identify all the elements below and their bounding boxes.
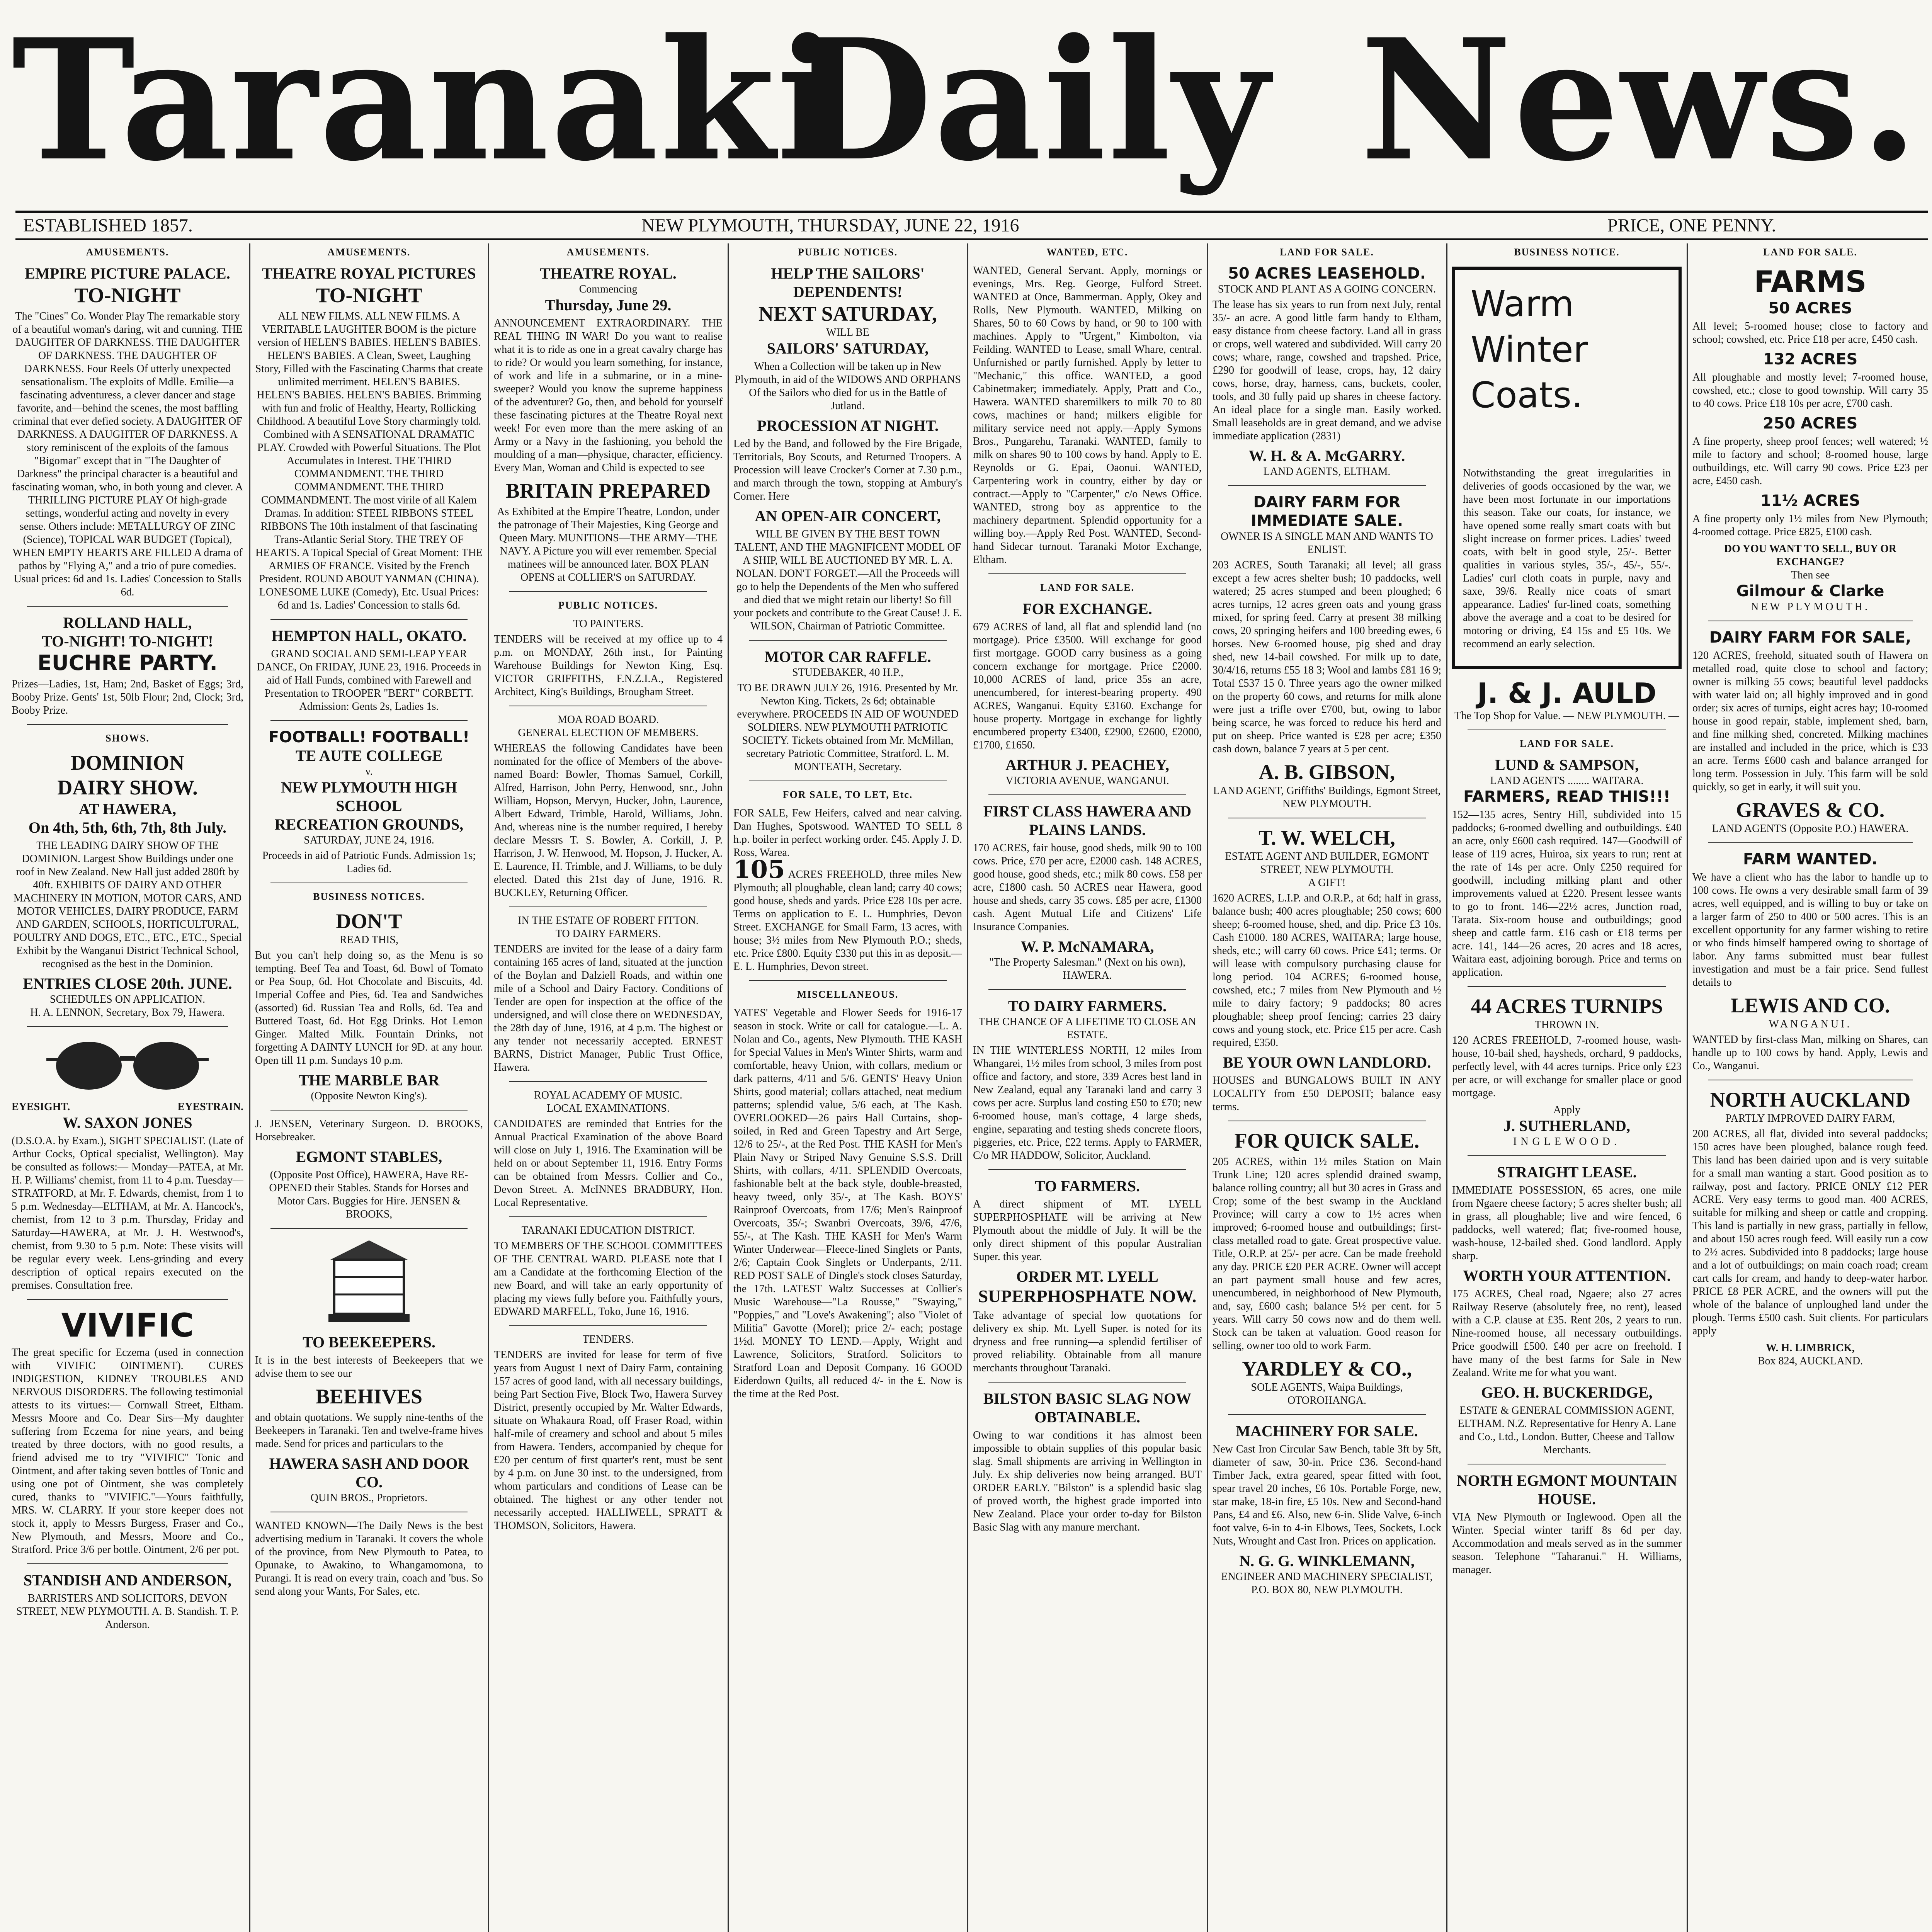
ad-body: WANTED by first-class Man, milking on Shares, can handle up to 100 cows by hand. Apply, Lewis and Co., Wanganui.: [1692, 1034, 1928, 1072]
ad-signature: LUND & SAMPSON,: [1495, 756, 1639, 774]
ad-dates: Thursday, June 29.: [545, 296, 672, 314]
acreage-number: 105: [733, 855, 785, 884]
ad-body: WANGANUI.: [1769, 1018, 1852, 1030]
ad-headline: Warm: [1471, 283, 1574, 325]
ad-headline: 50 ACRES LEASEHOLD.: [1228, 265, 1426, 282]
ad-body: Apply: [1553, 1104, 1580, 1116]
ad-headline: DAIRY FARM FOR SALE,: [1709, 629, 1912, 646]
ad-body: J. JENSEN, Veterinary Surgeon. D. BROOKS, Horsebreaker.: [255, 1118, 483, 1143]
ad-body: DO YOU WANT TO SELL, BUY OR EXCHANGE?: [1724, 543, 1897, 568]
masthead-word-news: News.: [1360, 3, 1920, 198]
ad-body: (Opposite Newton King's).: [311, 1090, 427, 1102]
ad-headline: BILSTON BASIC SLAG NOW OBTAINABLE.: [983, 1390, 1192, 1426]
ad-body: ACRES FREEHOLD, three miles New Plymouth; all ploughable, clean land; carry 40 cows; good house, sheds and yards. Price £28 10s per acre. Terms on application to E. L. Humphries, Devon Street. EXCHANGE for Small Farm, 13 acres, with house; 3½ miles from New Plymouth P.O.; sheds, etc. Price £800. Equity £330 put this in as deposit.—E. L. Humphries, Devon street.: [733, 869, 962, 973]
ad-body: SCHEDULES ON APPLICATION.: [49, 993, 206, 1005]
ad-title: HAWERA SASH AND DOOR CO.: [269, 1455, 469, 1491]
ad-title: ROYAL ACADEMY OF MUSIC.: [534, 1089, 682, 1101]
ad-body: WILL BE GIVEN BY THE BEST TOWN TALENT, AND THE MAGNIFICENT MODEL OF A SHIP, WILL BE AUCTIONED BY MR. L. A. NOLAN. DON'T FORGET.—All the Proceeds will go to help the Dependents of the Men who suffered and died that we might retain our liberty! So fill your pockets and contribute to the Great Cause! J. E. WILSON, Chairman of Patriotic Committee.: [733, 528, 962, 632]
ad-body: The lease has six years to run from next July, rental 35/- an acre. A good little farm handy to Eltham, easy distance from cheese factory. Land all in grass or crops, well watered and subdivided. Will carry 20 cows; whare, range, cowshed and trapshed. Price, £290 for goodwill of lease, crops, hay, 12 dairy cows, horse, dray, harness, cans, buckets, cooler, tools, and 30 fully paid up shares in cheese factory. An ideal place for a single man. Easily worked. Small leaseholds are in great demand, and we advise immediate application (2831): [1213, 299, 1441, 442]
ad-body: WANTED KNOWN—The Daily News is the best advertising medium in Taranaki. It covers the whole of the province, from New Plymouth to Patea, to Opunake, to Awakino, to Whangamomona, to Purangi. It is read on every train, coach and 'bus. So send along your Wants, For Sales, etc.: [255, 1520, 483, 1597]
section-heading: AMUSEMENTS.: [327, 247, 411, 258]
column-rule: [1446, 243, 1447, 1932]
masthead-word-daily: Daily: [788, 3, 1271, 198]
column-4: [733, 243, 962, 1932]
ad-headline: THE MARBLE BAR: [298, 1071, 440, 1089]
ad-body: TO BE DRAWN JULY 26, 1916. Presented by Mr. Newton King. Tickets, 2s 6d; obtainable everywhere. PROCEEDS IN AID OF WOUNDED SOLDIERS. NEW PLYMOUTH PATRIOTIC SOCIETY. Tickets obtained from Mr. McMillan, secretary Patriotic Committee, Stratford. L. M. MONTEATH, Secretary.: [737, 682, 959, 773]
ad-body: "The Property Salesman." (Next on his own), HAWERA.: [989, 956, 1186, 981]
ad-body: THE LEADING DAIRY SHOW OF THE DOMINION. Largest Show Buildings under one roof in New Zealand. New Hall just added 280ft by 40ft. EXHIBITS OF DAIRY AND OTHER MACHINERY IN MOTION, MOTOR CARS, AND MOTOR VEHICLES, DAIRY PRODUCE, FARM AND GARDEN, SCHOOLS, HORTICULTURAL, POULTRY AND DOGS, ETC., ETC., ETC., Special Exhibit by the Wanganui District Technical School, recognised as the best in the Dominion.: [13, 840, 242, 970]
ad-body: 120 ACRES FREEHOLD, 7-roomed house, wash-house, 10-bail shed, haysheds, orchard, 9 paddocks, perfectly level, with 44 acres turnips. Price only £23 per acre, or will exchange for smaller place or good mortgage.: [1452, 1034, 1682, 1099]
ad-subtitle: RECREATION GROUNDS,: [274, 816, 464, 833]
ad-body: SOLE AGENTS, Waipa Buildings, OTOROHANGA.: [1251, 1381, 1403, 1406]
ad-signature: W. P. McNAMARA,: [1020, 938, 1154, 955]
column-7: [1452, 243, 1682, 1932]
ad-subtitle: PROCESSION AT NIGHT.: [757, 417, 939, 434]
ad-body: LAND AGENTS, ELTHAM.: [1263, 466, 1391, 478]
price-text: PRICE, ONE PENNY.: [1607, 215, 1776, 236]
ad-signature: J. & J. AULD: [1477, 677, 1656, 709]
column-8: [1692, 243, 1928, 1932]
ad-body: IMMEDIATE POSSESSION, 65 acres, one mile from Ngaere cheese factory; 5 acres shelter bush; all in grass, all ploughable; live and wire fenced, 6 paddocks, well watered; flat; five-roomed house, wash-house, 12-bailed shed. Good landlord. Apply sharp.: [1452, 1184, 1682, 1262]
ad-body: TENDERS are invited for the lease of a dairy farm containing 165 acres of land, situated at the junction of the Boylan and Dalziell Roads, and within one mile of a School and Dairy Factory. Conditions of Tender are open for inspection at the office of the undersigned, and will close there on WEDNESDAY, the 28th day of June, 1916, at 4 p.m. The highest or any tender not necessarily accepted. ERNEST BARNS, District Manager, Public Trust Office, Hawera.: [494, 943, 723, 1073]
ad-headline: Winter: [1471, 329, 1588, 370]
ad-label: EYESTRAIN.: [177, 1101, 243, 1113]
ad-subtitle: STOCK AND PLANT AS A GOING CONCERN.: [1218, 283, 1436, 295]
ad-body: WHEREAS the following Candidates have been nominated for the office of Members of the above-named Board: Bowler, Thomas Samuel, Corkill, Alfred, Harrison, John Perry, Henwood, snr., John William, Hopson, Mervyn, Hucker, John, Laurence, Albert Edward, Trimble, Harold, Williams, John. And, whereas nine is the number required, I hereby declare Messrs T. S. Bowler, A. Corkill, J. P. Harrison, J. W. Henwood, M. Hopson, J. Hucker, A. E. Laurence, H. Trimble, and J. Williams, to be duly elected. Dated this 21st day of June, 1916. R. BUCKLEY, Returning Officer.: [494, 742, 723, 899]
ad-subtitle: READ THIS,: [340, 934, 398, 946]
ad-signature: Gilmour & Clarke: [1736, 582, 1884, 600]
ad-body: IN THE WINTERLESS NORTH, 12 miles from Whangarei, 1½ miles from school, 3 miles from post office and factory, and store, 339 Acres best land in New Zealand, equal any Taranaki land and carry 3 cows per acre. Surplus land costing £50 to £70; new 6-roomed house, man's cottage, 4 large sheds, engine, separating and testing sheds concrete floors, piggeries, etc. Price, £22 terms. Apply to FARMER, C/o MR HADDOW, Solicitor, Auckland.: [973, 1044, 1202, 1162]
ad-body: WANTED, General Servant. Apply, mornings or evenings, Mrs. Reg. George, Fulford Street. WANTED at Once, Bammerman. Apply, Okey and Rolls, New Plymouth. WANTED, Milking on Shares, 50 to 60 Cows by hand, or 90 to 100 with machines. Apply to "Urgent," Kimbolton, via Feilding. WANTED to Lease, small Whare, central. Unfurnished or partly furnished. Apply by letter to "Mechanic," this office. WANTED, a good Cabinetmaker; immediately. Apply, Pratt and Co., Hawera. WANTED sharemilkers to milk 70 to 80 cows, machines or hand; milkers eligible for military service need not apply.—Apply Symons Bros., Pungarehu, Taranaki. WANTED, family to milk on shares 90 to 100 cows by hand. Apply to E. Reynolds or G. Epai, Oaonui. WANTED, Carpentering work in country, either by day or contract.—Apply to "Carpenter," c/o News Office. WANTED, strong boy as apprentice to the machinery department. Splendid opportunity for a willing boy.—Apply Red Post. WANTED, Second-hand Sidecar turnout. Taranaki Motor Exchange, Eltham.: [973, 265, 1202, 566]
ad-subtitle: TO DAIRY FARMERS.: [555, 928, 661, 940]
ad-body: TENDERS will be received at my office up to 4 p.m. on MONDAY, 26th inst., for Painting Warehouse Buildings for Newton King, Esq. VICTOR GRIFFITHS, F.N.Z.I.A., Registered Architect, King's Buildings, Brougham Street.: [494, 633, 723, 698]
ad-headline: DAIRY SHOW.: [57, 776, 198, 799]
ad-body: Take advantage of special low quotations for delivery ex ship. Mt. Lyell Super. is noted for its dryness and free running—a splendid fertiliser of proved reliability. Obtainable from all manure merchants throughout Taranaki.: [973, 1310, 1202, 1374]
coats-ad-box: [1452, 267, 1682, 669]
ad-headline: EGMONT STABLES,: [296, 1148, 442, 1165]
ad-body: Owing to war conditions it has almost been impossible to obtain supplies of this popular basic slag. Small shipments are arriving in Wellington in July. Ex ship deliveries now being arranged. BUT ORDER EARLY. "Bilston" is a splendid basic slag of proved worth, the highest grade imported into New Zealand. Place your order to-day for Bilston Basic Slag with any manure merchant.: [973, 1429, 1202, 1533]
ad-headline: NORTH EGMONT MOUNTAIN HOUSE.: [1456, 1472, 1677, 1508]
ad-headline: FOR EXCHANGE.: [1022, 600, 1152, 617]
ad-title: TENDERS.: [582, 1333, 634, 1345]
section-heading: LAND FOR SALE.: [1280, 247, 1374, 258]
ad-body: Commencing: [579, 283, 638, 295]
ad-body: When a Collection will be taken up in New Plymouth, in aid of the WIDOWS AND ORPHANS Of the Sailors who died for us in the Battle of Jutland.: [735, 361, 961, 412]
section-heading: FOR SALE, TO LET, Etc.: [782, 789, 913, 800]
ad-title: MOTOR CAR RAFFLE.: [764, 648, 931, 665]
ad-title: TO PAINTERS.: [573, 618, 644, 630]
ad-title: TARANAKI EDUCATION DISTRICT.: [521, 1225, 695, 1236]
ad-headline: VIVIFIC: [61, 1306, 194, 1344]
section-heading: BUSINESS NOTICE.: [1514, 247, 1620, 258]
ad-body: Box 824, AUCKLAND.: [1757, 1355, 1863, 1367]
ad-body: As Exhibited at the Empire Theatre, London, under the patronage of Their Majesties, King George and Queen Mary. MUNITIONS—THE ARMY—THE NAVY. A Picture you will ever remember. Special matinees will be announced later. BOX PLAN OPENS at COLLIER'S on SATURDAY.: [497, 506, 719, 583]
dateline-bar: [15, 211, 1928, 240]
ad-body: (D.S.O.A. by Exam.), SIGHT SPECIALIST. (Late of Arthur Cocks, Optical specialist, Wellington). May be consulted as follows:— Monday—PATEA, at Mr. H. P. Williams' chemist, from 11 to 4 p.m. Tuesday—STRATFORD, at Mr. F. Edwards, chemist, from 1 to 5 p.m. Wednesday—ELTHAM, at Mr. A. Hancock's, chemist, from 12 to 3 p.m. Thursday, Friday and Saturday—HAWERA, at Mr. J. H. Westwood's, chemist, from 9.30 to 5 p.m. Note: These visits will be regular every week. Lens-grinding and every description of optical repairs executed on the premises. Consultation free.: [12, 1135, 243, 1291]
ad-signature: H. A. LENNON, Secretary, Box 79, Hawera.: [30, 1007, 225, 1019]
column-1: [12, 243, 243, 1932]
ad-headline: FOR QUICK SALE.: [1234, 1129, 1420, 1152]
column-rule: [1687, 243, 1688, 1932]
ad-body: (Opposite Post Office), HAWERA, Have RE-OPENED their Stables. Stands for Horses and Motor Cars. Buggies for Hire. JENSEN & BROOKS,: [269, 1169, 469, 1220]
ad-subtitle: 11½ ACRES: [1760, 492, 1861, 510]
ad-signature: J. SUTHERLAND,: [1503, 1117, 1630, 1134]
ad-body: Led by the Band, and followed by the Fire Brigade, Territorials, Boy Scouts, and Returned Troopers. A Procession will leave Crocker's Corner at 7.30 p.m., and march through the town, stopping at Ambury's Corner. Here: [733, 438, 962, 502]
ad-body: Prizes—Ladies, 1st, Ham; 2nd, Basket of Eggs; 3rd, Booby Prize. Gents' 1st, 50lb Flour; 2nd, Clock; 3rd, Booby Prize.: [12, 678, 243, 716]
ad-headline: EUCHRE PARTY.: [37, 651, 218, 675]
ad-subtitle: THROWN IN.: [1534, 1019, 1599, 1031]
masthead-word-taranaki: Taranaki: [12, 3, 842, 198]
ad-headline: FIRST CLASS HAWERA AND PLAINS LANDS.: [983, 803, 1192, 838]
ad-subtitle: AT HAWERA,: [79, 800, 176, 818]
ad-body: ESTATE & GENERAL COMMISSION AGENT, ELTHAM. N.Z. Representative for Henry A. Lane and Co., Ltd., London. Butter, Cheese and Tallow Merchants.: [1458, 1405, 1676, 1456]
ad-headline: NEXT SATURDAY,: [758, 302, 937, 325]
ad-title: ORDER MT. LYELL: [1016, 1268, 1158, 1285]
ad-body: 203 ACRES, South Taranaki; all level; all grass except a few acres shelter bush; 10 paddocks, well watered; 25 acres stumped and been ploughed; 6 acres turnips, 12 acres green oats and young grass mixed, for spring feed. Carry at present 38 milking cows, 20 springing heifers and 100 breeding ewes, 6 horses. New 6-roomed house, pig shed and dray shed, new 14-bail cowshed. For milk up to date, 30/4/16, returns £55 18 3; Wool and lambs £81 16 9; Total £537 15 0. Three years ago the owner milked on the property 60 cows, and returns for milk alone were just a trifle over £700, but, owing to labor being scarce, he was forced to reduce his herd and put on sheep. Price wanted is £28 per acre; £350 cash down, balance 7 years at 5 per cent.: [1213, 559, 1441, 755]
ad-headline: FARMERS, READ THIS!!!: [1463, 788, 1670, 806]
ad-title: TE AUTE COLLEGE: [295, 747, 443, 764]
ad-subtitle: 50 ACRES: [1768, 299, 1852, 317]
ad-body: 1620 ACRES, L.I.P. and O.R.P., at 6d; half in grass, balance bush; 400 acres ploughable; 250 cows; 600 sheep; 6-roomed house, shed, and dip. Price £3 10s. Cash £1000. 180 ACRES, WAITARA; large house, sheds, etc.; will carry 60 cows. Price £41; terms. Or will lease with compulsory purchasing clause for long period. 104 ACRES; 6-roomed house, cowshed, etc.; 7 miles from New Plymouth and ½ mile to dairy factory; 9 paddocks; 80 acres ploughable; sheep proof fencing; carries 23 dairy cows and young stock, etc. Price £15 per acre. Cash required, £350.: [1213, 892, 1441, 1049]
ad-headline: ENTRIES CLOSE 20th. JUNE.: [23, 975, 232, 992]
ad-headline: NORTH AUCKLAND: [1710, 1088, 1911, 1111]
column-5: [973, 243, 1202, 1932]
ad-body: 175 ACRES, Cheal road, Ngaere; also 27 acres Railway Reserve (absolutely free, no rent), leased with a C.P. clause at £35. Rent 20s, 2 years to run. Nine-roomed house, all necessary outbuildings. Price goodwill £500. £40 per acre on freehold. I have many of the best farms for Sale in New Zealand. Write me for what you want.: [1452, 1288, 1682, 1379]
ad-body: 679 ACRES of land, all flat and splendid land (no mortgage). Price £3500. Will exchange for good first mortgage. GOOD carry business as a going concern exchange for mortgage. Price £2000. 10,000 ACRES of land, price 35s an acre, unencumbered, for interest-bearing property. 490 ACRES, Wanganui. Equity £3160. Exchange for house property. Mortgage in exchange for lightly encumbered property £3400, £2900, £2600, £2000, £1700, £1650.: [973, 621, 1202, 751]
ad-headline: STANDISH AND ANDERSON,: [23, 1571, 232, 1589]
section-heading: WANTED, ETC.: [1046, 247, 1128, 258]
ad-body: VIA New Plymouth or Inglewood. Open all the Winter. Special winter tariff 8s 6d per day. Accommodation and meals served as in the summer season. Telephone "Taharanui." H. Williams, manager.: [1452, 1511, 1682, 1576]
ad-body: NEW PLYMOUTH.: [1750, 601, 1870, 613]
ad-subtitle: THE CHANCE OF A LIFETIME TO CLOSE AN ESTATE.: [978, 1016, 1196, 1041]
section-heading: PUBLIC NOTICES.: [558, 600, 658, 611]
ad-headline: BRITAIN PREPARED: [505, 479, 711, 502]
ad-signature: YARDLEY & CO.,: [1242, 1357, 1412, 1380]
ad-subtitle: GENERAL ELECTION OF MEMBERS.: [518, 727, 699, 739]
ad-signature: A. B. GIBSON,: [1259, 760, 1395, 784]
section-heading: LAND FOR SALE.: [1520, 738, 1614, 749]
ad-body: FOR SALE, Few Heifers, calved and near calving. Dan Hughes, Spotswood. WANTED TO SELL 8 h.p. boiler in perfect working order. £45. Apply J. D. Ross, Warea.: [733, 807, 962, 859]
ad-body: CANDIDATES are reminded that Entries for the Annual Practical Examination of the above Board will close on July 1, 1916. The Examination will be held on or about September 11, 1916. Entry Forms can be obtained from Messrs. Collier and Co., Devon Street. A. McINNES BRADBURY, Hon. Local Representative.: [494, 1118, 723, 1209]
ad-body: and obtain quotations. We supply nine-tenths of the Beekeepers in Taranaki. Ten and twelve-frame hives made. Send for prices and particulars to the: [255, 1412, 483, 1450]
section-heading: SHOWS.: [105, 733, 150, 744]
ad-signature: QUIN BROS., Proprietors.: [310, 1492, 428, 1504]
ad-dates: SATURDAY, JUNE 24, 1916.: [304, 834, 434, 846]
column-2: [255, 243, 483, 1932]
ad-headline: DAIRY FARM FOR IMMEDIATE SALE.: [1250, 493, 1403, 530]
ad-body: A direct shipment of MT. LYELL SUPERPHOSPHATE will be arriving at New Plymouth about the middle of July. It will be the only direct shipment of this popular Australian Super. this year.: [973, 1198, 1202, 1263]
ad-headline: DON'T: [336, 910, 402, 933]
ad-body: ENGINEER AND MACHINERY SPECIALIST, P.O. BOX 80, NEW PLYMOUTH.: [1221, 1571, 1433, 1596]
ad-signature: GEO. H. BUCKERIDGE,: [1481, 1384, 1653, 1401]
ad-title: ROLLAND HALL,: [63, 614, 192, 631]
ad-signature: W. H. & A. McGARRY.: [1248, 447, 1405, 464]
ad-body: The Top Shop for Value. — NEW PLYMOUTH. —: [1454, 710, 1679, 722]
section-heading: AMUSEMENTS.: [566, 247, 650, 258]
ad-body: WILL BE: [826, 327, 869, 338]
ad-body: It is in the best interests of Beekeepers that we advise them to see our: [255, 1354, 483, 1379]
ad-subtitle: TO-NIGHT: [316, 284, 422, 307]
ad-body: YATES' Vegetable and Flower Seeds for 1916-17 season in stock. Write or call for catalogue.—L. A. Nolan and Co., agents, New Plymouth. THE KASH for Special Values in Men's Winter Shirts, warm and comfortable, heavy Union, with collars, medium or dark patterns, 4/11 and 5/6. GENTS' Heavy Union Shirts, good material; collars attached, neat medium patterns; splendid value, 5/6 each, at The Kash. OVERLOOKED—26 pairs Hall Curtains, shop-soiled, in Red and Green Tapestry and Art Serge, 12/6 to 25/-, at the Red Post. THE KASH for Men's Plain Navy or Striped Navy Genuine S.S.S. Drill Shirts, with collars, 4/11. SPLENDID Overcoats, fashionable belt at the back style, double-breasted, heavy tweed, only 35/-, at The Kash. BOYS' Rainproof Overcoats, from 17/6; Men's Rainproof Overcoats, 35/-; Swanbri Overcoats, 39/6, 47/6, 55/-, at The Kash. THE KASH for Men's Warm Winter Underwear—Fleece-lined Singlets or Pants, 2/6; Captain Cook Singlets or Underpants, 2/11. RED POST SALE of Dingle's stock closes Saturday, the 17th. LATEST Waltz Successes at Collier's Music Warehouse—"La Rousse," "Swaying," "Poppies," and "Love's Awakening"; also "Violet of Militia" Gavotte (Morel); price 2/- each; postage 1½d. MONEY TO LEND.—Apply, Wright and Lawrence, Solicitors, Stratford. Solicitors to Stratford Loan and Deposit Company. 16 GOOD Eiderdown Quilts, all reduced 4/- in the £. Now is the time at the Red Post.: [733, 1007, 962, 1400]
ad-signature: GRAVES & CO.: [1736, 798, 1885, 821]
column-rule: [249, 243, 250, 1932]
ad-body: New Cast Iron Circular Saw Bench, table 3ft by 5ft, diameter of saw, 30-in. Price £36. Second-hand Timber Jack, extra geared, spear fitted with foot, spear travel 20 inches, £6 10s. Portable Forge, new, star make, 18-in fire, £5 10s. New and Second-hand Pans, £4 and £6. Also, new 6-in. Slide Valve, 6-inch foot valve, 6-in to 4-in Elbows, Tees, Sockets, Lock Nuts, Wrought and Cast Iron. Prices on application.: [1213, 1443, 1441, 1547]
ad-body: Then see: [1791, 569, 1830, 581]
ad-body: LAND AGENT, Griffiths' Buildings, Egmont Street, NEW PLYMOUTH.: [1213, 785, 1441, 810]
ad-title: EMPIRE PICTURE PALACE.: [25, 265, 230, 282]
ad-body: ALL NEW FILMS. ALL NEW FILMS. A VERITABLE LAUGHTER BOOM is the picture version of HELEN'S BABIES. HELEN'S BABIES. HELEN'S BABIES. A Clean, Sweet, Laughing Story, Filled with the Fascinating Charms that create unlimited merriment. HELEN'S BABIES. HELEN'S BABIES. HELEN'S BABIES. Brimming with fun and frolic of Healthy, Hearty, Rollicking Childhood. A beautiful Love Story charmingly told. Combined with A SENSATIONAL DRAMATIC PLAY. Crowded with Powerful Situations. The Plot Accumulates in Interest. THE THIRD COMMANDMENT. THE THIRD COMMANDMENT. THE THIRD COMMANDMENT. The most virile of all Kalem Dramas. In addition: STEEL RIBBONS STEEL RIBBONS The 10th instalment of that fascinating Trans-Atlantic Serial Story. THE TREY OF HEARTS. A Topical Special of Great Moment: THE ARMIES OF FRANCE. Visited by the French President. ROUND ABOUT YANMAN (CHINA). LONESOME LUKE (Comedy), Etc. Usual Prices: 6d and 1s. Ladies' Concession to stalls 6d.: [255, 310, 483, 611]
ad-title: MOA ROAD BOARD.: [557, 714, 659, 726]
ad-headline: SUPERPHOSPHATE NOW.: [978, 1286, 1197, 1306]
ad-body: The "Cines" Co. Wonder Play The remarkable story of a beautiful woman's daring, wit and cunning. THE DAUGHTER OF DARKNESS. THE DAUGHTER OF DARKNESS. THE DAUGHTER OF DARKNESS. Four Reels Of utterly unexpected sensationalism. The exploits of Mdlle. Emilie—a fascinating adventuress, a clever dancer and stage favorite, and—behind the scenes, the most baffling criminal that ever defied society. A DAUGHTER OF DARKNESS. A DAUGHTER OF DARKNESS. A story reminiscent of the exploits of the famous "Bigomar" except that in "The Daughter of Darkness" the principal character is a beautiful and fascinating woman, who, in both young and clever. A THRILLING PICTURE PLAY Of high-grade settings, wonderful acting and novelty in every sense. Others include: METALLURGY OF ZINC (Science), TOPICAL WAR BUDGET (Topical), WHEN EMPTY HEARTS ARE FILLED A drama of pathos by "Flying A," and a trio of pure comedies. Usual prices: 6d and 1s. Ladies' Concession to Stalls 6d.: [12, 310, 243, 598]
ad-body: TO MEMBERS OF THE SCHOOL COMMITTEES OF THE CENTRAL WARD. PLEASE note that I am a Candidate at the forthcoming Election of the new Board, and will take an early opportunity of placing my views fully before you. Faithfully yours, EDWARD MARFELL, Toko, June 16, 1916.: [494, 1240, 723, 1318]
ad-signature: ARTHUR J. PEACHEY,: [1005, 756, 1169, 774]
ad-body: INGLEWOOD.: [1513, 1136, 1621, 1148]
ad-signature: W. H. LIMBRICK,: [1765, 1342, 1855, 1354]
ad-subtitle: A GIFT!: [1308, 877, 1346, 889]
ad-signature: N. G. G. WINKLEMANN,: [1239, 1552, 1415, 1570]
masthead: [0, 0, 1932, 209]
ad-body: But you can't help doing so, as the Menu is so tempting. Beef Tea and Toast, 6d. Bowl of Tomato or Pea Soup, 6d. Hot Chocolate and Biscuits, 4d. Imperial Coffee and Pies, 6d. Tea and Sandwiches (assorted) 6d. Russian Tea and Rolls, 6d. Tea and Buttered Toast, 6d. Hot Egg Drinks. Hot Lemon Ginger. Malted Milk. Fountain Drinks, not forgetting A DAINTY LUNCH for 9D. at any hour. Open till 11 p.m. Sundays 10 p.m.: [255, 949, 483, 1066]
ad-body: BARRISTERS AND SOLICITORS, DEVON STREET, NEW PLYMOUTH. A. B. Standish. T. P. Anderson.: [16, 1592, 239, 1631]
ad-subtitle: PARTLY IMPROVED DAIRY FARM,: [1725, 1112, 1895, 1124]
ad-dates: On 4th, 5th, 6th, 7th, 8th July.: [28, 819, 227, 836]
ad-headline: BEEHIVES: [315, 1385, 423, 1408]
ad-signature: LEWIS AND CO.: [1730, 994, 1890, 1017]
section-heading: MISCELLANEOUS.: [797, 989, 899, 1000]
ad-title: THEATRE ROYAL PICTURES: [262, 265, 476, 282]
ad-body: ESTATE AGENT AND BUILDER, EGMONT STREET, NEW PLYMOUTH.: [1225, 850, 1429, 876]
section-heading: LAND FOR SALE.: [1040, 582, 1134, 593]
column-6: [1213, 243, 1441, 1932]
ad-body: A fine property only 1½ miles from New Plymouth; 4-roomed cottage. Price £825, £100 cash.: [1692, 513, 1928, 538]
ad-headline: FOOTBALL! FOOTBALL!: [268, 728, 470, 746]
ad-body: Proceeds in aid of Patriotic Funds. Admission 1s; Ladies 6d.: [262, 850, 476, 875]
ad-body: v.: [365, 765, 373, 777]
ad-title: HEMPTON HALL, OKATO.: [271, 627, 467, 645]
section-heading: PUBLIC NOTICES.: [798, 247, 898, 258]
ad-body: 152—135 acres, Sentry Hill, subdivided into 15 paddocks; 6-roomed dwelling and outbuildings. £40 an acre, only £600 cash required. 147—Goodwill of lease of 119 acres, Huiroa, six years to run; rent at the rate of 14s per acre. Only £250 required for goodwill, including milking plant and other improvements valued at £220. Present lessee wants to go to front. 146—22½ acres, Junction road, Tarata. Six-room house and outbuildings; good sheep and cattle farm. £16 cash or £18 terms per acre. 141, 144—26 acres, 20 acres and 18 acres, Waitara east, adjoining borough. Price and terms on application.: [1452, 809, 1682, 978]
ad-body: TENDERS are invited for lease for term of five years from August 1 next of Dairy Farm, containing 157 acres of good land, with all necessary buildings, being Part Section Five, Block Two, Hawera Survey District, presently occupied by Mr. Walter Edwards, situate on Whakaura Road, off Fraser Road, within half-mile of creamery and school and about 5 miles from Hawera. Tenders, accompanied by cheque for £20 per centum of first quarter's rent, must be sent by 4 p.m. on June 30 inst. to the undersigned, from whom particulars and conditions of Lease can be obtained. The highest or any other tender not necessarily accepted. HALLIWELL, SPRATT & THOMSON, Solicitors, Hawera.: [494, 1349, 723, 1532]
ad-headline: FARM WANTED.: [1743, 850, 1878, 868]
ad-headline: STRAIGHT LEASE.: [1497, 1163, 1637, 1181]
ad-subtitle: TO-NIGHT: [74, 284, 181, 307]
ad-headline: TO BEEKEEPERS.: [303, 1333, 435, 1351]
ad-subtitle: STUDEBAKER, 40 H.P.,: [792, 667, 903, 679]
section-heading: LAND FOR SALE.: [1763, 247, 1857, 258]
ad-body: The great specific for Eczema (used in connection with VIVIFIC OINTMENT). CURES INDIGESTION, KIDNEY TROUBLES AND NERVOUS DISORDERS. The following testimonial attests to its virtues:— Cornwall Street, Eltham. Messrs Moore and Co. Dear Sirs—My daughter suffering from Eczema for nine years, and being treated by three doctors, with no good results, a friend advised me to try "VIVIFIC" Tonic and Ointment, and after taking seven bottles of Tonic and using one pot of Ointment, she was completely cured, thanks to "VIVIFIC."—Yours faithfully, MRS. W. CLARRY. If your store keeper does not stock it, apply to Messrs Burgess, Fraser and Co., New Plymouth, and Messrs, Moore and Co., Stratford. Price 3/6 per bottle. Ointment, 2/6 per pot.: [12, 1347, 243, 1556]
ad-body: 170 ACRES, fair house, good sheds, milk 90 to 100 cows. Price, £70 per acre, £2000 cash. 148 ACRES, good house, good sheds, etc.; milk 80 cows. £58 per acre, £1800 cash. 50 ACRES near Hawera, good house and sheds, carry 35 cows. £85 per acre, £1300 cash. Agent Mutual Life and Citizens' Life Insurance Companies.: [973, 842, 1202, 933]
beehive-icon: [323, 1236, 415, 1325]
ad-body: All ploughable and mostly level; 7-roomed house, cowshed, etc.; close to good township. Will carry 35 to 40 cows. Price £18 10s per acre, £700 cash.: [1692, 371, 1928, 410]
ad-headline: W. SAXON JONES: [63, 1114, 192, 1131]
ad-signature: T. W. WELCH,: [1259, 826, 1395, 849]
ad-body: LAND AGENTS ........ WAITARA.: [1490, 775, 1644, 787]
ad-subtitle: AN OPEN-AIR CONCERT,: [755, 507, 941, 525]
ad-title: NEW PLYMOUTH HIGH SCHOOL: [281, 779, 457, 815]
section-heading: BUSINESS NOTICES.: [313, 891, 425, 902]
ad-body: We have a client who has the labor to handle up to 100 cows. He owns a very desirable small farm of 39 acres, well equipped, and is willing to buy or take on a larger farm of 250 to 400 or 500 acres. This is an excellent opportunity for any farmer wishing to retire or who finds himself hampered owing to shortage of labor. Any farms submitted must bear fullest investigation and must be a fair price. Send fullest details to: [1692, 871, 1928, 988]
ad-body: 200 ACRES, all flat, divided into several paddocks; 150 acres have been ploughed, balance rough feed. This land has been dairied upon and is very suitable for a small man wanting a start. Good position as to railway, post and factory. PRICE ONLY £12 PER ACRE. Very easy terms to good man. 400 ACRES, suitable for milking and sheep or cattle and cropping. This land is partially in new grass, partially in fellow, and about 150 acres rough feed. Will easily run a cow to 2½ acres. Subdivided into 8 paddocks; large house and a lot of outbuildings; on main coach road; cream cart calls for cream, and handy to deep-water harbor. PRICE £8 PER ACRE, and the owners will put the whole of the balance of unploughed land under the plough. Terms £500 cash. Suit clients. For particulars apply: [1692, 1128, 1928, 1337]
ad-headline: 44 ACRES TURNIPS: [1471, 995, 1663, 1018]
column-rule: [967, 243, 968, 1932]
established-text: ESTABLISHED 1857.: [23, 215, 193, 236]
column-3: [494, 243, 723, 1932]
ad-headline: TO FARMERS.: [1035, 1177, 1140, 1195]
ad-headline: DOMINION: [71, 751, 184, 774]
ad-body: 205 ACRES, within 1½ miles Station on Main Trunk Line; 120 acres splendid drained swamp, balance rolling country; all but 30 acres in Grass and Crop; some of the best swamp in the Auckland Province; will carry a cow to 1½ acres when improved; 6-roomed house and outbuildings; first-class metalled road to gate. Great prospective value. Title, O.R.P. at 25/- per acre. Can be made freehold any day. PRICE £20 PER ACRE. Owner will accept an part payment small house and few acres, unencumbered, in neighborhood of New Plymouth, and, say, £600 cash; balance 5½ per cent. for 5 years. Will carry 50 cows now and do them well. Stock can be taken at valuation. Good reason for selling, owner too old to work Farm.: [1213, 1156, 1441, 1352]
ad-body: A fine property, sheep proof fences; well watered; ½ mile to factory and school; 8-roomed house, large outbuildings, etc. Will carry 90 cows. Price £23 per acre, £450 cash.: [1692, 435, 1928, 487]
ad-body: 120 ACRES, freehold, situated south of Hawera on metalled road, quite close to school and factory; owner is milking 55 cows; beautiful level paddocks with water laid on; all highly improved and in good order; six acres of turnips, eight acres hay; 10-roomed house in good repair, stable, implement shed, barn, and fine milking shed, concreted. Milking machines are installed and included in the price, which is £33 an acre. Terms £600 cash and balance arranged for long term. Possession in July. This farm will be sold quickly, so get in early, it will suit you.: [1692, 650, 1928, 793]
ad-title: IN THE ESTATE OF ROBERT FITTON.: [518, 915, 699, 927]
ad-title: HELP THE SAILORS' DEPENDENTS!: [771, 265, 925, 301]
column-rule: [488, 243, 489, 1932]
column-rule: [1207, 243, 1208, 1932]
ad-headline: FARMS: [1754, 264, 1867, 299]
ad-subtitle: 132 ACRES: [1763, 350, 1858, 368]
ad-body: GRAND SOCIAL AND SEMI-LEAP YEAR DANCE, On FRIDAY, JUNE 23, 1916. Proceeds in aid of Hall Funds, combined with Farewell and Presentation to TROOPER "BERT" CORBETT. Admission: Gents 2s, Ladies 1s.: [257, 648, 481, 713]
ad-subtitle: LOCAL EXAMINATIONS.: [547, 1102, 670, 1114]
ad-body: ANNOUNCEMENT EXTRAORDINARY. THE REAL THING IN WAR! Do you want to realise what it is to ride as one in a great cavalry charge has to ride? Or would you learn something, for instance, of work and life in a submarine, or in a mine-sweeper? Would you know the supreme happiness of the adventurer? Go, then, and behold for yourself these fascinating pictures at the Theatre Royal next week! For even more than the mere asking of an Army or a Navy in the fashioning, you behold the moulding of a man—physique, character, efficiency. Every Man, Woman and Child is expected to see: [494, 317, 723, 474]
ad-headline: MACHINERY FOR SALE.: [1236, 1422, 1418, 1440]
ad-subtitle: TO-NIGHT! TO-NIGHT!: [42, 633, 213, 650]
ad-body: HOUSES and BUNGALOWS BUILT IN ANY LOCALITY from £50 DEPOSIT; balance easy terms.: [1213, 1075, 1441, 1113]
ad-label: EYESIGHT.: [12, 1101, 70, 1113]
ad-body: VICTORIA AVENUE, WANGANUI.: [1005, 775, 1169, 787]
ad-headline: Coats.: [1471, 374, 1583, 416]
ad-headline: TO DAIRY FARMERS.: [1008, 997, 1167, 1015]
ad-subtitle: 250 ACRES: [1763, 415, 1858, 432]
place-date-text: NEW PLYMOUTH, THURSDAY, JUNE 22, 1916: [641, 215, 1019, 236]
ad-body: All level; 5-roomed house; close to factory and school; cowshed, etc. Price £18 per acre, £450 cash.: [1692, 320, 1928, 345]
ad-title: THEATRE ROYAL.: [540, 265, 677, 282]
section-heading: AMUSEMENTS.: [86, 247, 169, 258]
ad-headline: SAILORS' SATURDAY,: [767, 340, 929, 357]
ad-headline: WORTH YOUR ATTENTION.: [1463, 1267, 1671, 1284]
ad-subtitle: OWNER IS A SINGLE MAN AND WANTS TO ENLIST.: [1221, 531, 1433, 556]
spectacles-icon: [46, 1035, 209, 1093]
ad-body: Notwithstanding the great irregularities in deliveries of goods occasioned by the war, we have been most fortunate in our importations this season. Take our coats, for instance, we have opened some really smart coats with but slight increase on former prices. Ladies' tweed coats, with belt in good style, 25/-. Better qualities in various styles, 35/-, 45/-, 55/-. Ladies' curl cloth coats in purple, navy and saxe, 39/6. Really nice coats of smart appearance. Ladies' fur-lined coats, something above the average and a coat to be desired for motoring or driving, £4 15s and £5 10s. We recommend an early selection.: [1463, 467, 1671, 650]
column-rule: [728, 243, 729, 1932]
ad-headline: BE YOUR OWN LANDLORD.: [1223, 1054, 1431, 1071]
ad-body: LAND AGENTS (Opposite P.O.) HAWERA.: [1712, 823, 1909, 835]
